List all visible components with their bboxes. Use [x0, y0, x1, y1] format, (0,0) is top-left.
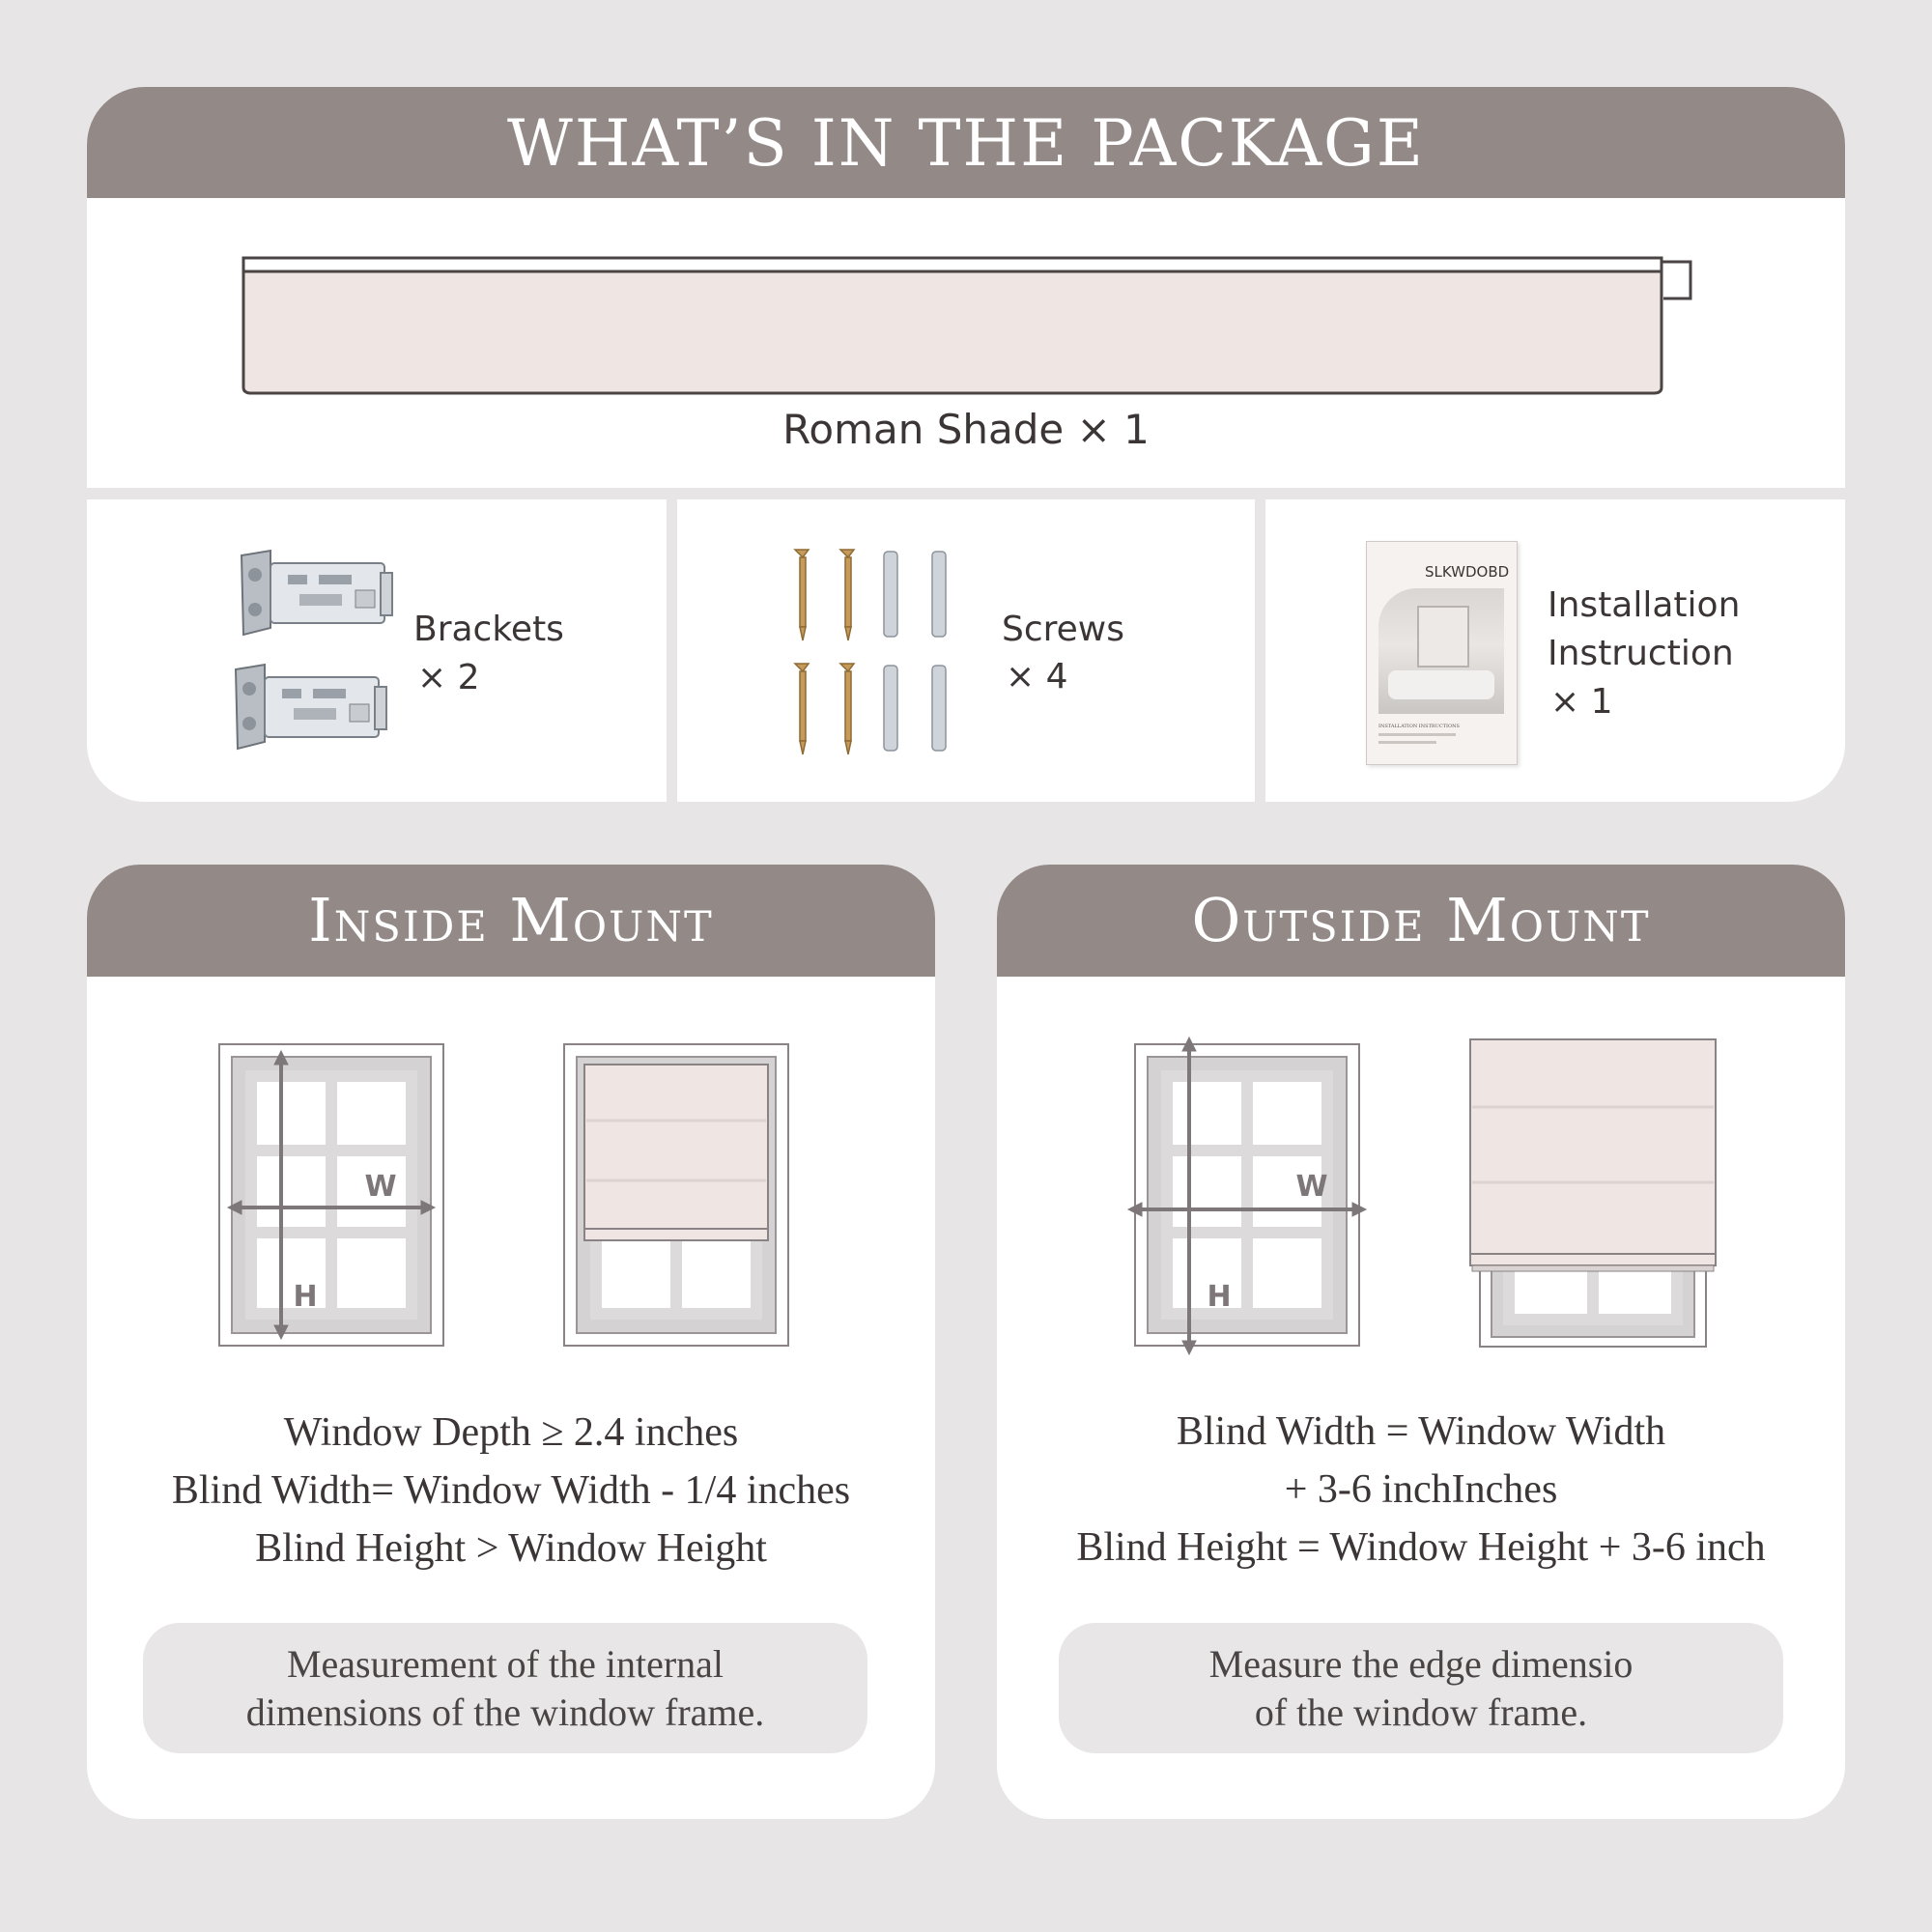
brackets-label: Brackets — [413, 610, 564, 649]
inside-mount-header — [87, 865, 935, 977]
inside-w-label: W — [364, 1170, 397, 1204]
inside-formula-2: Blind Width= Window Width - 1/4 inches — [171, 1468, 851, 1513]
inside-note-line2: dimensions of the window frame. — [245, 1690, 765, 1734]
bracket-icon — [232, 546, 401, 760]
outside-mount-title: Outside Mount — [1191, 885, 1651, 955]
outside-formula-1: Blind Width = Window Width — [1176, 1409, 1666, 1454]
instruction-label-line2: Instruction — [1548, 634, 1734, 673]
package-title: WHAT’S IN THE PACKAGE — [507, 106, 1425, 181]
outside-formula-3: Blind Height = Window Height + 3-6 inch — [1076, 1525, 1766, 1570]
outside-note-line2: of the window frame. — [1254, 1690, 1588, 1734]
window-diagram-icon — [218, 1043, 446, 1349]
inside-note-line1: Measurement of the internal — [286, 1642, 724, 1686]
instruction-qty: × 1 — [1550, 682, 1613, 722]
inside-formula-1: Window Depth ≥ 2.4 inches — [283, 1410, 739, 1455]
instruction-label-line1: Installation — [1548, 585, 1741, 625]
screws-label: Screws — [1002, 610, 1125, 649]
screw-icon — [787, 546, 961, 758]
roman-shade-icon — [242, 256, 1700, 396]
booklet-brand: SLKWDOBD — [1425, 563, 1510, 581]
inside-mount-note — [143, 1623, 867, 1753]
screws-card — [677, 499, 1255, 802]
inside-mount-title: Inside Mount — [308, 885, 714, 955]
inside-formula-3: Blind Height > Window Height — [255, 1526, 767, 1571]
shade-window-diagram-icon — [563, 1043, 791, 1349]
outside-window-diagram-icon — [1134, 1043, 1362, 1349]
package-header — [87, 87, 1845, 198]
booklet-subtitle: INSTALLATION INSTRUCTIONS — [1378, 724, 1460, 729]
outside-w-label: W — [1295, 1170, 1328, 1204]
outside-mount-header — [997, 865, 1845, 977]
outside-mount-note — [1059, 1623, 1783, 1753]
outside-formula-2: + 3-6 inchInches — [1284, 1467, 1558, 1512]
brackets-qty: × 2 — [417, 658, 480, 697]
wall-anchor-icon — [884, 552, 946, 751]
inside-h-label: H — [293, 1280, 318, 1314]
outside-h-label: H — [1207, 1280, 1232, 1314]
outside-shade-window-diagram-icon — [1468, 1037, 1718, 1350]
roman-shade-label: Roman Shade × 1 — [782, 406, 1150, 453]
booklet-photo — [1378, 588, 1504, 714]
instruction-booklet-icon — [1366, 541, 1518, 765]
screws-qty: × 4 — [1006, 657, 1068, 696]
outside-note-line1: Measure the edge dimensio — [1208, 1642, 1634, 1686]
